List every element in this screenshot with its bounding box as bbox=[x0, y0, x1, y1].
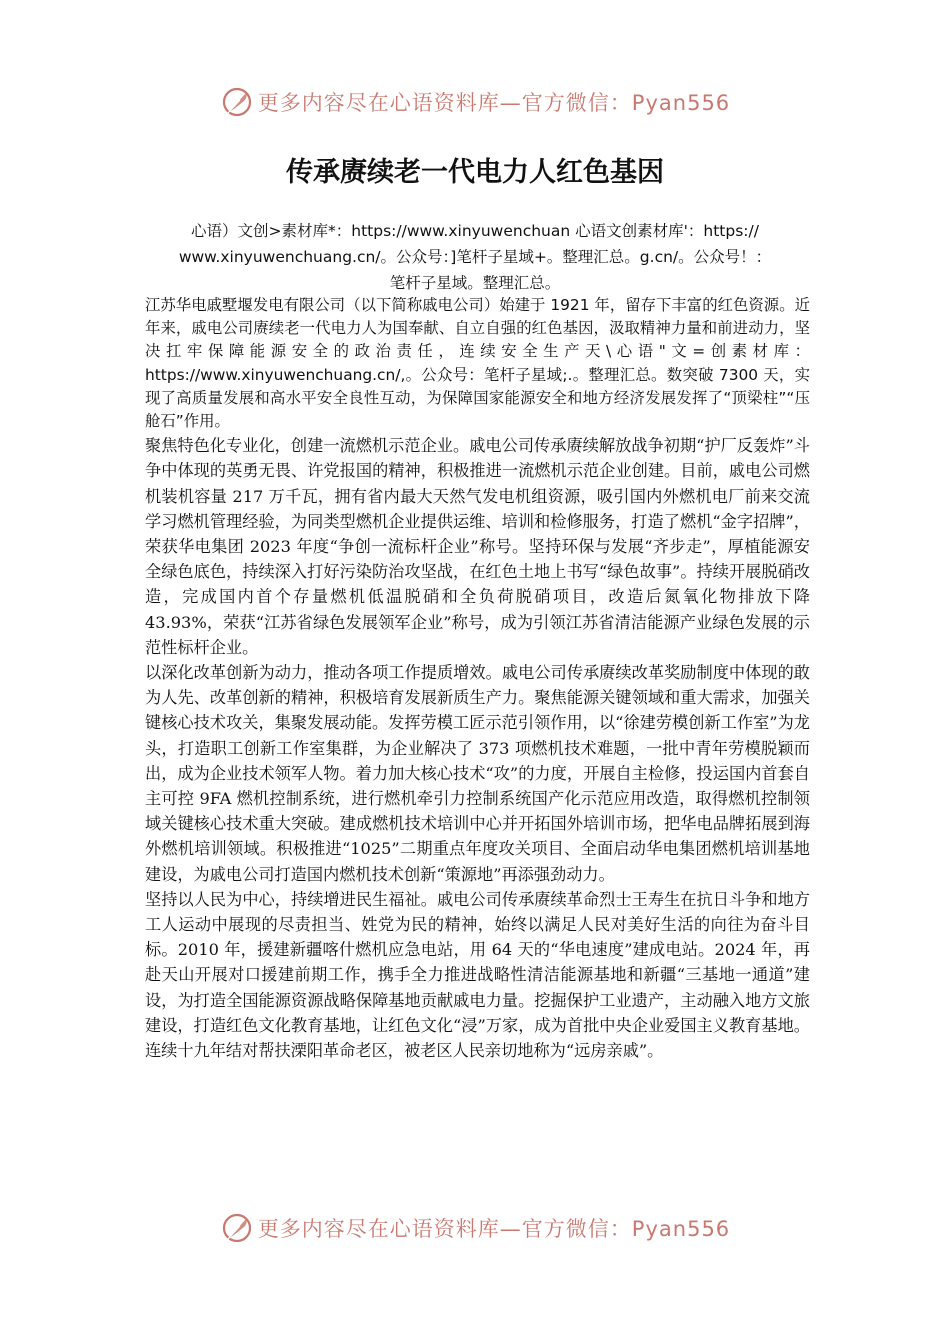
source-note bbox=[150, 218, 800, 296]
watermark-text: 更多内容尽在心语资料库—官方微信：Pyan556 bbox=[257, 91, 731, 115]
intro-paragraph: 江苏华电戚墅堰发电有限公司（以下简称戚电公司）始建于 1921 年，留存下丰富的红色资源。近年来，戚电公司赓续老一代电力人为国奉献、自立自强的红色基因，汲取精神力量和前进动力，坚决扛牢保障能源安全的政治责任，连续安全生产天\心语"文=创素材库：https://www.xinyuwenchuang.cn/,。公众号：笔杆子星域;.。整理汇总。数突破 7300 天，实现了高质量发展和高水平安全良性互动，为保障国家能源安全和地方经济发展发挥了“顶梁柱”“压舱石”作用。 bbox=[145, 296, 810, 431]
source-line: www.xinyuwenchuang.cn/。公众号：]笔杆子星域+。整理汇总。g.cn/。公众号！： bbox=[178, 248, 772, 266]
watermark-text: 更多内容尽在心语资料库—官方微信：Pyan556 bbox=[257, 1217, 731, 1241]
body-paragraph: 聚焦特色化专业化，创建一流燃机示范企业。戚电公司传承赓续解放战争初期“护厂反轰炸”斗争中体现的英勇无畏、许党报国的精神，积极推进一流燃机示范企业创建。目前，戚电公司燃机装机容量 217 万千瓦，拥有省内最大天然气发电机组资源，吸引国内外燃机电厂前来交流学习燃机管理经验，为同类型燃机企业提供运维、培训和检修服务，打造了燃机“金字招牌”，荣获华电集团 2023 年度“争创一流标杆企业”称号。坚持环保与发展“齐步走”，厚植能源安全绿色底色，持续深入打好污染防治攻坚战，在红色土地上书写“绿色故事”。持续开展脱硝改造，完成国内首个存量燃机低温脱硝和全负荷脱硝项目，改造后氮氧化物排放下降 43.93%，荣获“江苏省绿色发展领军企业”称号，成为引领江苏省清洁能源产业绿色发展的示范性标杆企业。 bbox=[145, 436, 810, 657]
feather-pen-logo-icon bbox=[220, 85, 254, 119]
page-title: 传承赓续老一代电力人红色基因 bbox=[286, 157, 664, 188]
feather-pen-logo-icon bbox=[220, 1211, 254, 1245]
source-line: 心语）文创>素材库*：https://www.xinyuwenchuan 心语文创素材库'：https:// bbox=[191, 222, 759, 240]
header-watermark-banner bbox=[0, 82, 950, 122]
body-paragraph: 以深化改革创新为动力，推动各项工作提质增效。戚电公司传承赓续改革奖励制度中体现的敢为人先、改革创新的精神，积极培育发展新质生产力。聚焦能源关键领域和重大需求，加强关键核心技术攻关，集聚发展动能。发挥劳模工匠示范引领作用，以“徐建劳模创新工作室”为龙头，打造职工创新工作室集群，为企业解决了 373 项燃机技术难题，一批中青年劳模脱颖而出，成为企业技术领军人物。着力加大核心技术“攻”的力度，开展自主检修，投运国内首套自主可控 9FA 燃机控制系统，进行燃机牵引力控制系统国产化示范应用改造，取得燃机控制领域关键核心技术重大突破。建成燃机技术培训中心并开拓国外培训市场，把华电品牌拓展到海外燃机培训领域。积极推进“1025”二期重点年度攻关项目、全面启动华电集团燃机培训基地建设，为戚电公司打造国内燃机技术创新“策源地”再添强劲动力。 bbox=[145, 663, 810, 884]
body-paragraph: 坚持以人民为中心，持续增进民生福祉。戚电公司传承赓续革命烈士王寿生在抗日斗争和地方工人运动中展现的尽责担当、姓党为民的精神，始终以满足人民对美好生活的向往为奋斗目标。2010 年，援建新疆喀什燃机应急电站，用 64 天的“华电速度”建成电站。2024 年，再赴天山开展对口援建前期工作，携手全力推进战略性清洁能源基地和新疆“三基地一通道”建设，为打造全国能源资源战略保障基地贡献戚电力量。挖掘保护工业遗产，主动融入地方文旅建设，打造红色文化教育基地，让红色文化“浸”万家，成为首批中央企业爱国主义教育基地。连续十九年结对帮扶溧阳革命老区，被老区人民亲切地称为“远房亲戚”。 bbox=[145, 889, 810, 1061]
footer-watermark-banner bbox=[0, 1208, 950, 1248]
source-line: 笔杆子星域。整理汇总。 bbox=[389, 274, 561, 292]
article-body bbox=[145, 294, 810, 1063]
